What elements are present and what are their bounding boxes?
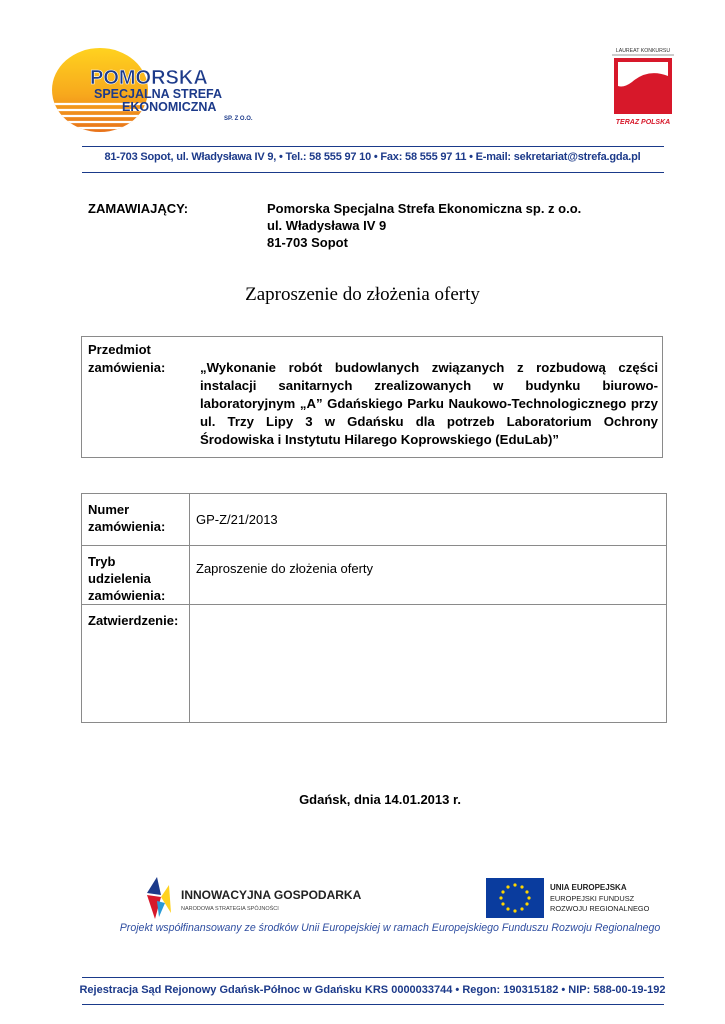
logo-line4: SP. Z O.O.: [224, 116, 253, 122]
contact-line: 81-703 Sopot, ul. Władysława IV 9, • Tel.: 58 555 97 10 • Fax: 58 555 97 11 • E-mail: sekretariat@strefa.gda.pl: [104, 151, 641, 163]
details-table: [81, 493, 667, 723]
eu-logo: [484, 876, 659, 920]
orderer-name: Pomorska Specjalna Strefa Ekonomiczna sp. z o.o.: [267, 201, 582, 216]
subject-label: [88, 341, 165, 377]
table-row: [82, 605, 667, 723]
cofinancing-note: Projekt współfinansowany ze środków Unii Europejskiej w ramach Europejskiego Funduszu Rozwoju Regionalnego: [119, 922, 661, 934]
teraz-polska-logo: [608, 46, 678, 130]
document-title: Zaproszenie do złożenia oferty: [245, 284, 480, 305]
pssez-logo: [38, 40, 278, 140]
logo-line3: EKONOMICZNA: [122, 100, 217, 114]
header-rule-bottom: [82, 172, 664, 173]
ig-title: INNOWACYJNA GOSPODARKA: [181, 888, 362, 902]
orderer-address: [267, 200, 581, 251]
subject-box: [81, 336, 663, 458]
footer-rule-top: [82, 977, 664, 978]
ue-line2: EUROPEJSKI FUNDUSZ: [550, 894, 635, 903]
procurement-mode-value: Zaproszenie do złożenia oferty: [190, 546, 667, 605]
approval-label: Zatwierdzenie:: [82, 605, 190, 723]
award-bottom-text: TERAZ POLSKA: [615, 119, 671, 126]
orderer-street: ul. Władysława IV 9: [267, 218, 387, 233]
subject-label-line2: zamówienia:: [88, 360, 166, 375]
ue-line3: ROZWOJU REGIONALNEGO: [550, 904, 650, 913]
ig-subtitle: NARODOWA STRATEGIA SPÓJNOŚCI: [181, 906, 279, 912]
logo-line1: POMORSKA: [90, 67, 208, 89]
innowacyjna-gospodarka-logo: [143, 873, 363, 923]
orderer-label: ZAMAWIAJĄCY:: [88, 201, 189, 216]
order-number-value: GP-Z/21/2013: [190, 494, 667, 546]
footer-rule-bottom: [82, 1004, 664, 1005]
subject-label-line1: Przedmiot: [88, 342, 151, 357]
procurement-mode-label: Tryb udzielenia zamówienia:: [82, 546, 190, 605]
registry-line: Rejestracja Sąd Rejonowy Gdańsk-Północ w Gdańsku KRS 0000033744 • Regon: 190315182 • NIP: 588-00-19-192: [79, 984, 666, 996]
table-row: [82, 546, 667, 605]
table-row: [82, 494, 667, 546]
header-rule-top: [82, 146, 664, 147]
order-number-label: Numer zamówienia:: [82, 494, 190, 546]
orderer-city: 81-703 Sopot: [267, 235, 348, 250]
logo-line2: SPECJALNA STREFA: [94, 87, 223, 101]
approval-value: [190, 605, 667, 723]
place-date: Gdańsk, dnia 14.01.2013 r.: [299, 792, 461, 807]
ue-line1: UNIA EUROPEJSKA: [550, 883, 627, 892]
subject-text: „Wykonanie robót budowlanych związanych z rozbudową części instalacji sanitarnych zrealizowanych w budynku biurowo-laboratoryjnym „A” Gdańskiego Parku Naukowo-Technologicznego przy ul. Trzy Lipy 3 w Gdańsku dla potrzeb Laboratorium Ochrony Środowiska i Instytutu Hilarego Koprowskiego (EduLab)”: [200, 360, 658, 447]
award-top-text: LAUREAT KONKURSU: [615, 48, 671, 54]
